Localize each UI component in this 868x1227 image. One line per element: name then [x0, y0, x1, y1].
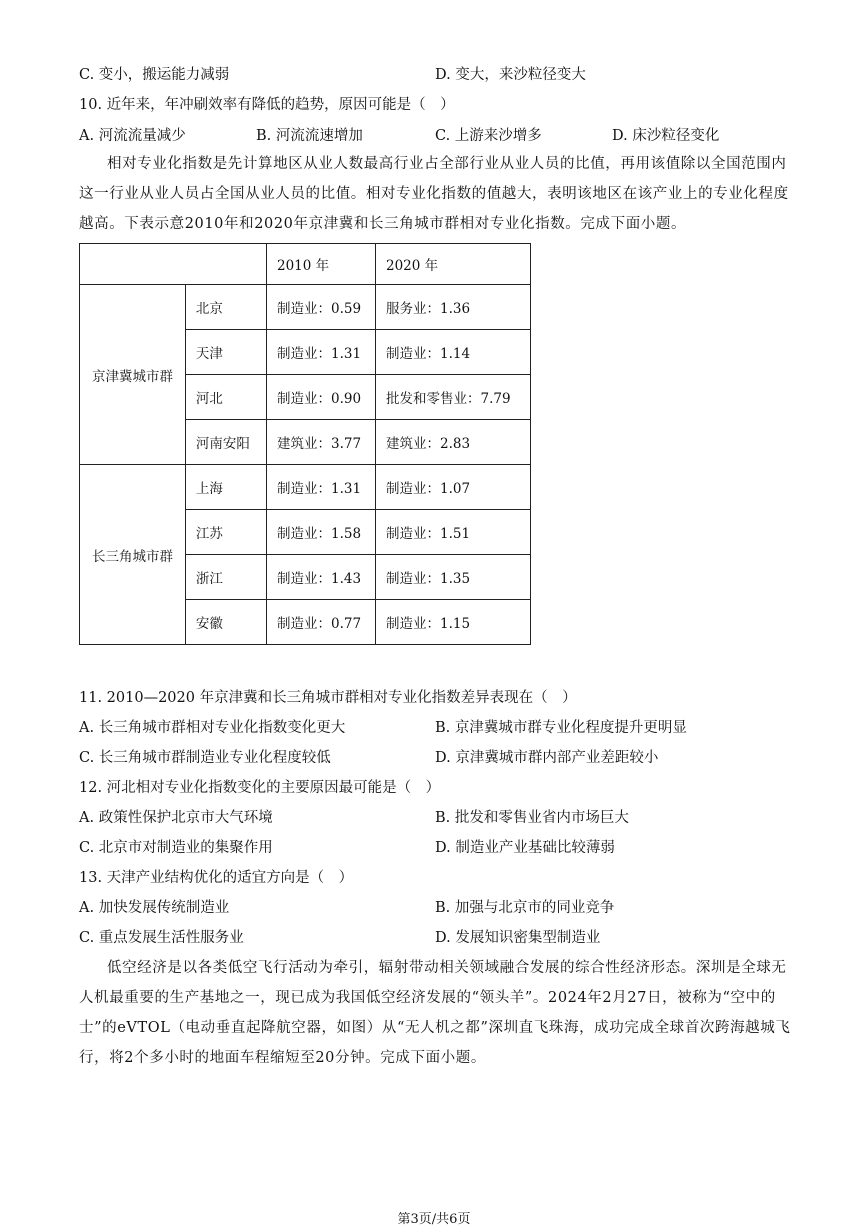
specialization-table: [79, 243, 531, 645]
q12-option-a: A. 政策性保护北京市大气环境: [79, 810, 273, 826]
city-cell: 安徽: [185, 600, 266, 645]
q11-option-a: A. 长三角城市群相对专业化指数变化更大: [79, 720, 346, 736]
q13-option-c: C. 重点发展生活性服务业: [79, 930, 244, 946]
value-2010-cell: 制造业：1.31: [267, 330, 376, 375]
value-2020-cell: 制造业：1.14: [376, 330, 531, 375]
value-2020-cell: 制造业：1.51: [376, 510, 531, 555]
table-row: [80, 285, 531, 330]
value-2020-cell: 服务业：1.36: [376, 285, 531, 330]
city-cell: 天津: [185, 330, 266, 375]
intro-paragraph: 相对专业化指数是先计算地区从业人数最高行业占全部行业从业人员的比值，再用该值除以全国范围内这一行业从业人员占全国从业人员的比值。相对专业化指数的值越大，表明该地区在该产业上的专业化程度越高。下表示意2010年和2020年京津冀和长三角城市群相对专业化指数。完成下面小题。: [79, 156, 789, 232]
city-cell: 浙江: [185, 555, 266, 600]
city-cell: 河南安阳: [185, 420, 266, 465]
table-header-blank: [80, 244, 267, 285]
q13-stem: 13. 天津产业结构优化的适宜方向是（ ）: [79, 870, 354, 886]
q12-option-c: C. 北京市对制造业的集聚作用: [79, 840, 273, 856]
value-2010-cell: 制造业：1.43: [267, 555, 376, 600]
value-2010-cell: 制造业：0.77: [267, 600, 376, 645]
q10-option-a: A. 河流流量减少: [79, 128, 186, 144]
q11-option-c: C. 长三角城市群制造业专业化程度较低: [79, 750, 331, 766]
value-2010-cell: 制造业：1.58: [267, 510, 376, 555]
q11-option-d: D. 京津冀城市群内部产业差距较小: [435, 750, 659, 766]
value-2020-cell: 建筑业：2.83: [376, 420, 531, 465]
q11-option-b: B. 京津冀城市群专业化程度提升更明显: [435, 720, 687, 736]
city-cell: 北京: [185, 285, 266, 330]
city-cell: 河北: [185, 375, 266, 420]
value-2020-cell: 制造业：1.35: [376, 555, 531, 600]
q12-option-b: B. 批发和零售业省内市场巨大: [435, 810, 629, 826]
region-yangtze-delta: 长三角城市群: [80, 465, 186, 645]
value-2020-cell: 批发和零售业：7.79: [376, 375, 531, 420]
q12-option-d: D. 制造业产业基础比较薄弱: [435, 840, 615, 856]
value-2010-cell: 制造业：0.59: [267, 285, 376, 330]
value-2010-cell: 制造业：1.31: [267, 465, 376, 510]
table-header-2010: 2010 年: [267, 244, 376, 285]
table-row: [80, 465, 531, 510]
q11-stem: 11. 2010—2020 年京津冀和长三角城市群相对专业化指数差异表现在（ ）: [79, 690, 577, 706]
value-2010-cell: 制造业：0.90: [267, 375, 376, 420]
region-jingjinji: 京津冀城市群: [80, 285, 186, 465]
table-header-2020: 2020 年: [376, 244, 531, 285]
city-cell: 江苏: [185, 510, 266, 555]
value-2020-cell: 制造业：1.15: [376, 600, 531, 645]
q12-stem: 12. 河北相对专业化指数变化的主要原因最可能是（ ）: [79, 780, 441, 796]
q10-stem: 10. 近年来，年冲刷效率有降低的趋势，原因可能是（ ）: [79, 97, 455, 113]
q9-option-c: C. 变小，搬运能力减弱: [79, 67, 230, 83]
q10-option-c: C. 上游来沙增多: [435, 128, 542, 144]
q10-option-b: B. 河流流速增加: [256, 128, 363, 144]
q13-option-a: A. 加快发展传统制造业: [79, 900, 230, 916]
city-cell: 上海: [185, 465, 266, 510]
q13-option-b: B. 加强与北京市的同业竞争: [435, 900, 615, 916]
q10-option-d: D. 床沙粒径变化: [612, 128, 720, 144]
value-2010-cell: 建筑业：3.77: [267, 420, 376, 465]
q13-option-d: D. 发展知识密集型制造业: [435, 930, 601, 946]
value-2020-cell: 制造业：1.07: [376, 465, 531, 510]
closing-paragraph: 低空经济是以各类低空飞行活动为牵引，辐射带动相关领域融合发展的综合性经济形态。深圳是全球无人机最重要的生产基地之一，现已成为我国低空经济发展的“领头羊”。2024年2月27日，被称为“空中的士”的eVTOL（电动垂直起降航空器，如图）从“无人机之都”深圳直飞珠海，成功完成全球首次跨海越城飞行，将2个多小时的地面车程缩短至20分钟。完成下面小题。: [79, 960, 791, 1066]
page-footer: 第3页/共6页: [397, 1212, 471, 1227]
q9-option-d: D. 变大，来沙粒径变大: [435, 67, 586, 83]
